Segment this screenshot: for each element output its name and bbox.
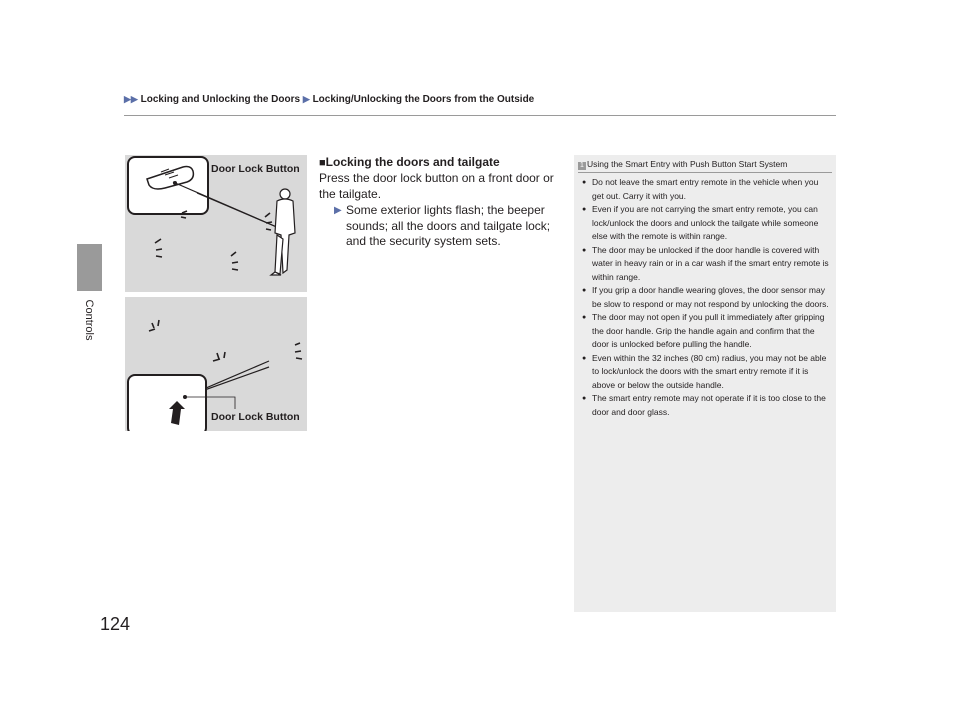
header-rule bbox=[124, 115, 836, 116]
door-handle-illustration bbox=[125, 155, 307, 292]
square-bullet-icon: ■ bbox=[319, 157, 326, 169]
breadcrumb-item[interactable]: Locking/Unlocking the Doors from the Outside bbox=[312, 94, 535, 105]
note-item: ● Do not leave the smart entry remote in the vehicle when you get out. Carry it with you. bbox=[580, 176, 832, 203]
section-title: ■Locking the doors and tailgate bbox=[319, 155, 500, 169]
note-rule bbox=[578, 172, 832, 173]
note-item: ● If you grip a door handle wearing gloves, the door sensor may be slow to respond or may not respond by unlocking the doors. bbox=[580, 284, 832, 311]
breadcrumb-item[interactable]: Locking and Unlocking the Doors bbox=[140, 94, 301, 105]
note-badge: 1 bbox=[578, 162, 586, 170]
note-item: ● Even if you are not carrying the smart entry remote, you can lock/unlock the doors and unlock the tailgate while someone else with the remote is within range. bbox=[580, 203, 832, 244]
section-body: Press the door lock button on a front door or the tailgate. bbox=[319, 171, 554, 201]
section-result: ▶ Some exterior lights flash; the beeper sounds; all the doors and tailgate lock; and the security system sets. bbox=[334, 203, 551, 248]
note-list bbox=[580, 176, 832, 419]
note-title: 1 Using the Smart Entry with Push Button Start System bbox=[578, 159, 787, 170]
door-lock-figure-front bbox=[125, 155, 307, 292]
page-number: 124 bbox=[100, 614, 131, 634]
note-item: ● Even within the 32 inches (80 cm) radius, you may not be able to lock/unlock the doors with the smart entry remote if it is above or below the outside handle. bbox=[580, 352, 832, 393]
door-lock-figure-tailgate bbox=[125, 297, 307, 431]
result-arrow-icon: ▶ bbox=[334, 205, 342, 216]
side-tab-marker bbox=[77, 244, 102, 291]
breadcrumb bbox=[124, 94, 534, 105]
door-lock-button-label: Door Lock Button bbox=[211, 163, 300, 175]
double-arrow-icon: ▶▶ bbox=[124, 94, 138, 104]
door-lock-button-label: Door Lock Button bbox=[211, 411, 300, 423]
note-item: ● The door may be unlocked if the door handle is covered with water in heavy rain or in a car wash if the smart entry remote is within range. bbox=[580, 244, 832, 285]
note-item: ● The door may not open if you pull it immediately after gripping the door handle. Grip the handle again and confirm that the door is unlocked before pulling the handle. bbox=[580, 311, 832, 352]
note-item: ● The smart entry remote may not operate if it is too close to the door and door glass. bbox=[580, 392, 832, 419]
arrow-icon: ▶ bbox=[302, 94, 310, 104]
